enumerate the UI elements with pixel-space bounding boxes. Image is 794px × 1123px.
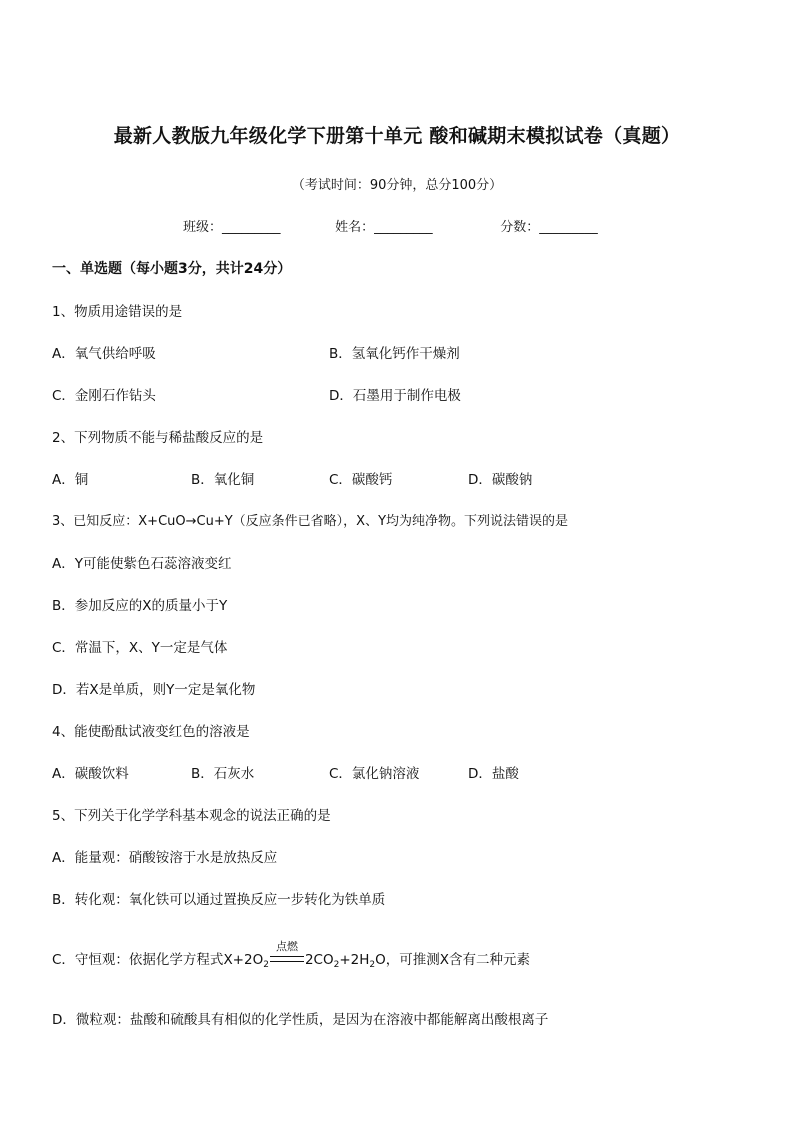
exam-info: （考试时间：90分钟，总分100分） <box>291 178 503 193</box>
option-c[interactable]: C．金刚石作钻头 <box>52 388 156 404</box>
class-field[interactable]: 班级：_________ <box>183 220 281 235</box>
option-d[interactable]: D．石墨用于制作电极 <box>329 388 461 404</box>
question-stem: 5、下列关于化学学科基本观念的说法正确的是 <box>52 808 331 824</box>
reaction-condition: 点燃 <box>275 940 298 953</box>
option-b[interactable]: B．石灰水 <box>191 766 255 782</box>
student-info-row <box>183 216 598 235</box>
option-c-text: C．守恒观：依据化学方程式 <box>52 952 224 968</box>
option-a[interactable]: A．Y可能使紫色石蕊溶液变红 <box>52 556 232 572</box>
name-field[interactable]: 姓名：_________ <box>335 220 433 235</box>
option-b[interactable]: B．参加反应的X的质量小于Y <box>52 598 228 614</box>
option-c[interactable]: C．常温下，X、Y一定是气体 <box>52 640 228 656</box>
option-a[interactable]: A．氧气供给呼吸 <box>52 346 156 362</box>
option-d[interactable]: D．若X是单质，则Y一定是氧化物 <box>52 682 256 698</box>
option-c[interactable]: C．氯化钠溶液 <box>329 766 420 782</box>
option-b[interactable]: B．转化观：氧化铁可以通过置换反应一步转化为铁单质 <box>52 892 386 908</box>
page-title: 最新人教版九年级化学下册第十单元 酸和碱期末模拟试卷（真题） <box>113 125 681 147</box>
question-stem: 4、能使酚酞试液变红色的溶液是 <box>52 724 250 740</box>
option-b[interactable]: B．氢氧化钙作干燥剂 <box>329 346 460 362</box>
option-a[interactable]: A．碳酸饮料 <box>52 766 129 782</box>
option-c[interactable]: C．碳酸钙 <box>329 472 393 488</box>
option-a[interactable]: A．铜 <box>52 472 89 488</box>
question-stem: 1、物质用途错误的是 <box>52 304 183 320</box>
question-stem: 3、已知反应：X+CuO→Cu+Y（反应条件已省略），X、Y均为纯净物。下列说法错误的是 <box>52 514 569 529</box>
option-d[interactable]: D．微粒观：盐酸和硫酸具有相似的化学性质，是因为在溶液中都能解离出酸根离子 <box>52 1012 549 1028</box>
option-c[interactable] <box>52 940 531 970</box>
option-b[interactable]: B．氧化铜 <box>191 472 255 488</box>
section-heading: 一、单选题（每小题3分，共计24分） <box>52 261 292 277</box>
score-field[interactable]: 分数：_________ <box>500 220 598 235</box>
question-stem: 2、下列物质不能与稀盐酸反应的是 <box>52 430 264 446</box>
option-d[interactable]: D．碳酸钠 <box>468 472 533 488</box>
chemical-equation: $X+2O_2$ 点燃 $2CO_2+2H_2O$ <box>223 940 386 970</box>
option-a[interactable]: A．能量观：硝酸铵溶于水是放热反应 <box>52 850 278 866</box>
option-c-tail: ，可推测X含有二种元素 <box>385 952 531 968</box>
option-d[interactable]: D．盐酸 <box>468 766 519 782</box>
reaction-arrow <box>270 940 304 966</box>
